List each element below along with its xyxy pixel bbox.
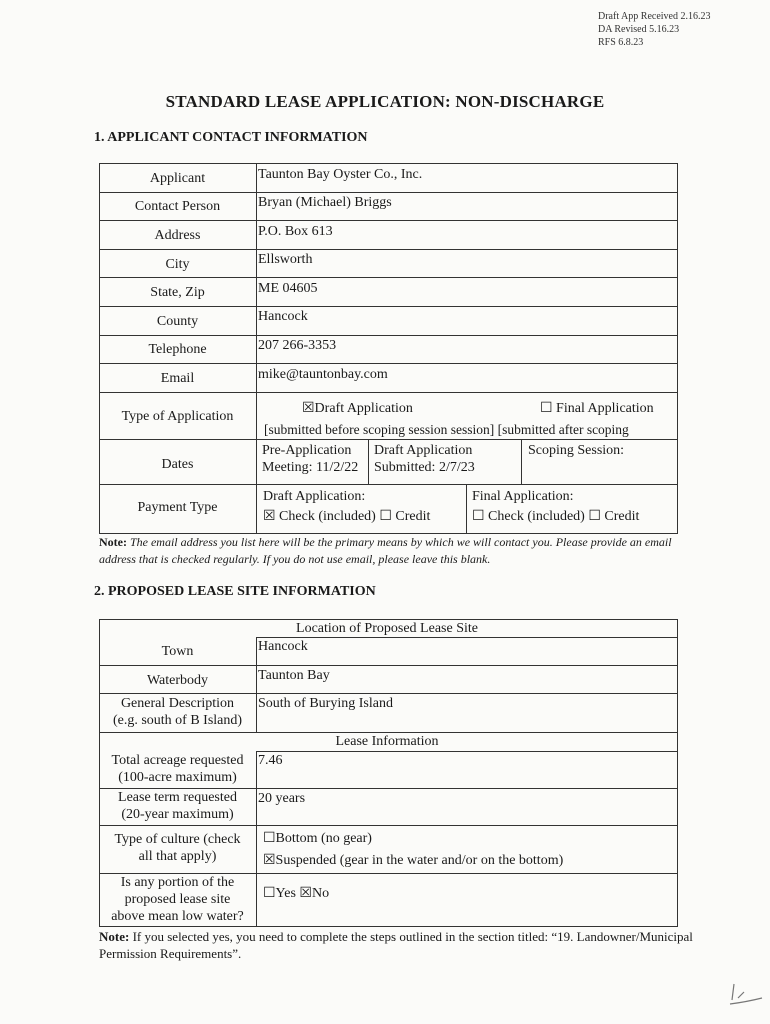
dates-label: Dates xyxy=(161,457,194,472)
general-description-label xyxy=(99,695,256,729)
telephone-value: 207 266-3353 xyxy=(258,338,337,353)
acreage-value: 7.46 xyxy=(258,753,283,768)
lease-term-label xyxy=(99,789,256,823)
town-label: Town xyxy=(161,644,194,659)
payment-type-label: Payment Type xyxy=(137,500,218,515)
pre-application-line-1: Pre-Application xyxy=(262,443,352,458)
suspended-culture-checkbox[interactable]: ☒Suspended (gear in the water and/or on the bottom) xyxy=(263,853,564,868)
final-payment-options[interactable]: ☐ Check (included) ☐ Credit xyxy=(472,509,640,524)
scoping-session-label: Scoping Session: xyxy=(528,443,625,458)
document-stamp xyxy=(598,10,710,49)
address-label: Address xyxy=(154,228,201,243)
da-revised-text: DA Revised 5.16.23 xyxy=(598,24,680,35)
bottom-culture-checkbox[interactable]: ☐Bottom (no gear) xyxy=(263,831,372,846)
general-description-label-line-1: General Description xyxy=(120,696,235,711)
city-label: City xyxy=(165,257,190,272)
town-value: Hancock xyxy=(258,639,308,654)
lease-information-header: Lease Information xyxy=(335,734,439,749)
email-value: mike@tauntonbay.com xyxy=(258,367,388,382)
above-water-label-line-3: above mean low water? xyxy=(111,909,244,924)
final-application-checkbox[interactable]: ☐ Final Application xyxy=(540,401,654,416)
draft-payment-label: Draft Application: xyxy=(263,489,366,504)
draft-received-text: Draft App Received 2.16.23 xyxy=(598,11,711,22)
landowner-note-label: Note: xyxy=(99,929,130,944)
rfs-text: RFS 6.8.23 xyxy=(598,37,644,48)
county-label: County xyxy=(156,314,199,329)
email-label: Email xyxy=(160,371,195,386)
location-header: Location of Proposed Lease Site xyxy=(296,621,478,636)
above-water-label-line-2: proposed lease site xyxy=(124,892,231,907)
email-note xyxy=(99,534,699,568)
lease-term-value: 20 years xyxy=(258,791,306,806)
handwritten-page-mark xyxy=(728,978,764,1008)
applicant-value: Taunton Bay Oyster Co., Inc. xyxy=(258,167,423,182)
final-payment-label: Final Application: xyxy=(472,489,574,504)
pre-application-line-2: Meeting: 11/2/22 xyxy=(262,460,359,475)
contact-person-value: Bryan (Michael) Briggs xyxy=(258,195,392,210)
section-2-title: 2. PROPOSED LEASE SITE INFORMATION xyxy=(94,584,376,599)
general-description-value: South of Burying Island xyxy=(258,696,393,711)
county-value: Hancock xyxy=(258,309,308,324)
state-zip-value: ME 04605 xyxy=(258,281,318,296)
waterbody-value: Taunton Bay xyxy=(258,668,330,683)
culture-type-label-line-2: all that apply) xyxy=(138,849,217,864)
draft-application-checkbox[interactable]: ☒Draft Application xyxy=(302,401,413,416)
above-water-checkboxes[interactable]: ☐Yes ☒No xyxy=(263,886,330,901)
general-description-label-line-2: (e.g. south of B Island) xyxy=(112,713,243,728)
note-label: Note: xyxy=(99,535,127,549)
landowner-note-text: If you selected yes, you need to complete the steps outlined in the section titled: “19. Landowner/Municipal Permission Requirements”. xyxy=(99,929,693,961)
lease-term-label-line-1: Lease term requested xyxy=(118,790,237,805)
lease-term-label-line-2: (20-year maximum) xyxy=(121,807,234,822)
draft-submitted-line-1: Draft Application xyxy=(374,443,473,458)
section-1-title: 1. APPLICANT CONTACT INFORMATION xyxy=(94,130,368,145)
draft-payment-options[interactable]: ☒ Check (included) ☐ Credit xyxy=(263,509,431,524)
culture-type-label-line-1: Type of culture (check xyxy=(114,832,241,847)
telephone-label: Telephone xyxy=(148,342,207,357)
page-title: STANDARD LEASE APPLICATION: NON-DISCHARGE xyxy=(165,92,605,111)
application-type-note: [submitted before scoping session session] [submitted after scoping xyxy=(264,422,629,437)
acreage-label-line-1: Total acreage requested xyxy=(111,753,244,768)
state-zip-label: State, Zip xyxy=(150,285,205,300)
landowner-note xyxy=(99,928,699,962)
applicant-label: Applicant xyxy=(149,171,206,186)
address-value: P.O. Box 613 xyxy=(258,224,333,239)
acreage-label-line-2: (100-acre maximum) xyxy=(118,770,237,785)
draft-submitted-line-2: Submitted: 2/7/23 xyxy=(374,460,475,475)
contact-person-label: Contact Person xyxy=(134,199,221,214)
type-of-application-label: Type of Application xyxy=(121,409,234,424)
city-value: Ellsworth xyxy=(258,252,313,267)
acreage-label xyxy=(99,752,256,786)
culture-type-label xyxy=(99,831,256,865)
above-water-label xyxy=(99,874,256,925)
waterbody-label: Waterbody xyxy=(146,673,209,688)
email-note-text: The email address you list here will be the primary means by which we will contact you. Please provide an email address that is checked regularly. If you do not use email, please leave this blank. xyxy=(99,535,672,566)
above-water-label-line-1: Is any portion of the xyxy=(120,875,235,890)
